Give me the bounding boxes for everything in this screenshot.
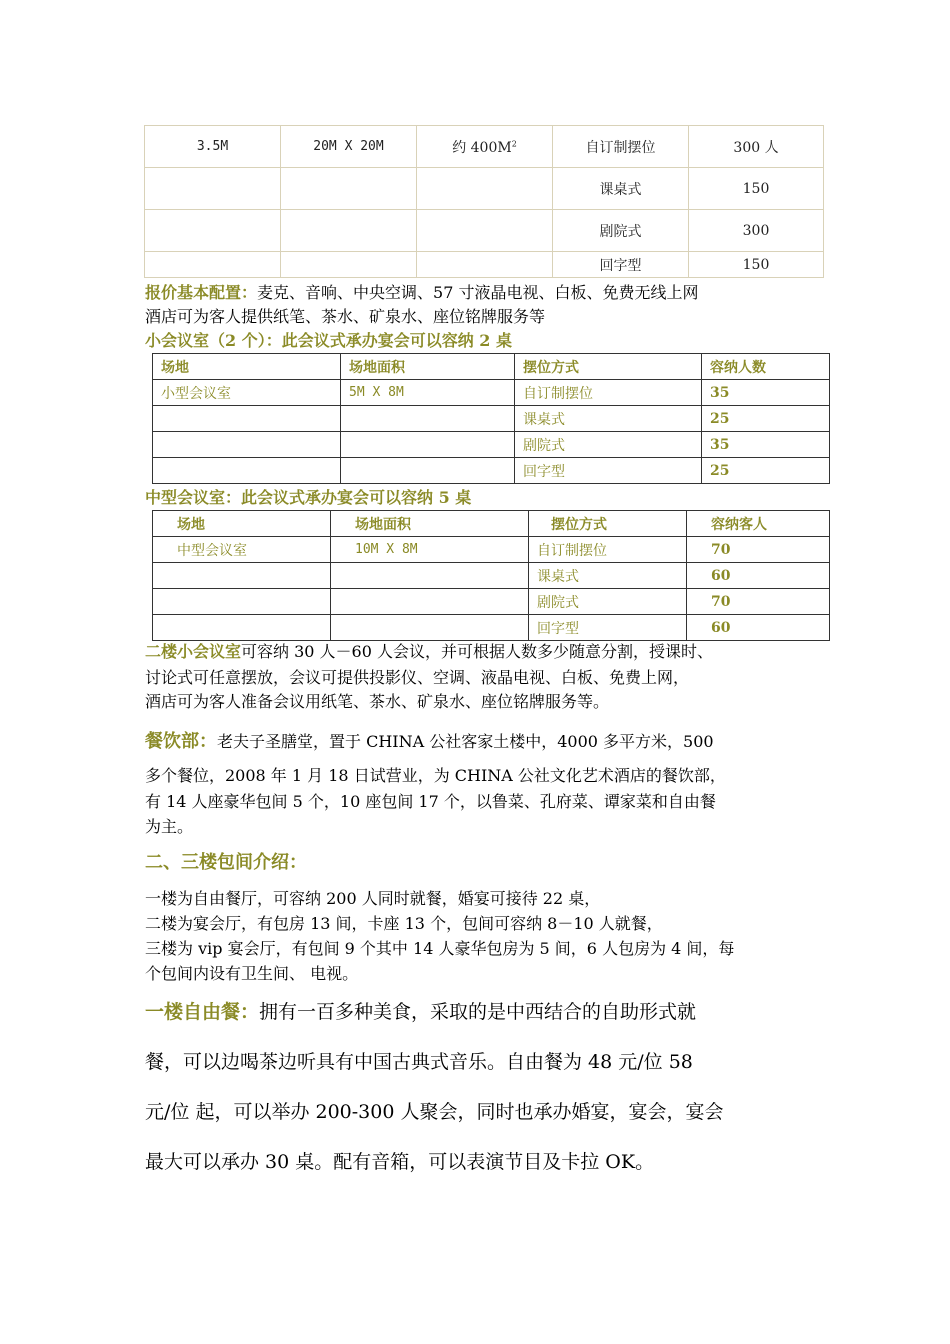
config-text: 麦克、音响、中央空调、57 寸液晶电视、白板、免费无线上网 (257, 283, 699, 302)
table-cell (145, 210, 281, 252)
table-cell: 自订制摆位 (553, 126, 689, 168)
rooms-line-4: 个包间内设有卫生间、 电视。 (145, 964, 359, 983)
capacity-cell: 60 (687, 615, 830, 641)
second-floor-line-3: 酒店可为客人准备会议用纸笔、茶水、矿泉水、座位铭牌服务等。 (145, 692, 610, 711)
table-cell: 回字型 (553, 252, 689, 278)
dining-line-3: 有 14 人座豪华包间 5 个，10 座包间 17 个，以鲁菜、孔府菜、谭家菜和自由餐 (145, 792, 716, 811)
buffet-line-4: 最大可以承办 30 桌。配有音箱，可以表演节目及卡拉 OK。 (145, 1151, 655, 1173)
table-row (153, 406, 830, 432)
table-row (153, 458, 830, 484)
table-row (153, 615, 830, 641)
table-cell (153, 589, 331, 615)
layout-cell: 回字型 (529, 615, 687, 641)
table-cell (341, 406, 515, 432)
rooms-line-1: 一楼为自由餐厅，可容纳 200 人同时就餐，婚宴可接待 22 桌， (145, 889, 601, 908)
header-cell: 场地面积 (331, 511, 529, 537)
capacity-cell: 35 (702, 380, 830, 406)
header-cell: 容纳人数 (702, 354, 830, 380)
capacity-cell: 35 (702, 432, 830, 458)
room-name-cell: 中型会议室 (153, 537, 331, 563)
buffet-label: 一楼自由餐： (145, 1001, 260, 1023)
table-cell: 课桌式 (553, 168, 689, 210)
config-label: 报价基本配置： (145, 283, 258, 302)
table-cell: 150 (689, 168, 824, 210)
table-row (153, 563, 830, 589)
table-cell (341, 458, 515, 484)
table-row (145, 168, 824, 210)
config-paragraph (145, 281, 698, 305)
rooms-heading-line (145, 851, 307, 875)
dining-line-4: 为主。 (145, 817, 194, 836)
second-floor-paragraph (145, 640, 713, 664)
header-cell: 场地 (153, 354, 341, 380)
table-cell (417, 126, 553, 168)
table-header-row (153, 354, 830, 380)
header-cell: 容纳客人 (687, 511, 830, 537)
table-cell (153, 458, 341, 484)
area-value: 约 400M (452, 139, 512, 156)
second-floor-label: 二楼小会议室 (145, 642, 242, 661)
config-line-2: 酒店可为客人提供纸笔、茶水、矿泉水、座位铭牌服务等 (145, 307, 546, 326)
small-room-heading: 小会议室（2 个）：此会议式承办宴会可以容纳 2 桌 (145, 331, 512, 350)
table-row (153, 432, 830, 458)
medium-room-heading: 中型会议室：此会议式承办宴会可以容纳 5 桌 (145, 488, 472, 507)
large-hall-table (144, 125, 824, 278)
table-cell (331, 589, 529, 615)
buffet-paragraph (145, 1000, 696, 1024)
room-area-cell: 10M X 8M (331, 537, 529, 563)
table-cell (281, 210, 417, 252)
room-area-cell: 5M X 8M (341, 380, 515, 406)
second-floor-text: 可容纳 30 人－60 人会议，并可根据人数多少随意分割，授课时、 (241, 642, 713, 661)
medium-room-table (152, 510, 830, 641)
table-cell (153, 406, 341, 432)
layout-cell: 回字型 (515, 458, 702, 484)
table-cell (153, 563, 331, 589)
table-cell (145, 252, 281, 278)
table-cell (417, 210, 553, 252)
rooms-heading: 二、三楼包间介绍： (145, 852, 307, 873)
table-row (153, 537, 830, 563)
dining-paragraph (145, 730, 714, 754)
small-room-table (152, 353, 830, 484)
table-cell: 3.5M (145, 126, 281, 168)
table-cell: 300 (689, 210, 824, 252)
buffet-text: 拥有一百多种美食，采取的是中西结合的自助形式就 (259, 1001, 697, 1023)
table-cell: 150 (689, 252, 824, 278)
header-cell: 场地面积 (341, 354, 515, 380)
capacity-cell: 70 (687, 589, 830, 615)
dining-line-2: 多个餐位，2008 年 1 月 18 日试营业，为 CHINA 公社文化艺术酒店的餐饮部， (145, 766, 726, 785)
rooms-line-3: 三楼为 vip 宴会厅，有包间 9 个其中 14 人豪华包房为 5 间，6 人包房为 4 间，每 (145, 939, 735, 958)
room-name-cell: 小型会议室 (153, 380, 341, 406)
layout-cell: 自订制摆位 (515, 380, 702, 406)
table-cell: 剧院式 (553, 210, 689, 252)
table-cell: 300 人 (689, 126, 824, 168)
table-cell (145, 168, 281, 210)
table-row (145, 126, 824, 168)
superscript: 2 (511, 138, 517, 148)
capacity-cell: 60 (687, 563, 830, 589)
table-cell (417, 252, 553, 278)
header-cell: 摆位方式 (529, 511, 687, 537)
second-floor-line-2: 讨论式可任意摆放，会议可提供投影仪、空调、液晶电视、白板、免费上网， (145, 668, 690, 687)
table-cell (281, 252, 417, 278)
table-header-row (153, 511, 830, 537)
rooms-line-2: 二楼为宴会厅，有包房 13 间，卡座 13 个，包间可容纳 8－10 人就餐， (145, 914, 663, 933)
table-cell (417, 168, 553, 210)
table-cell (331, 615, 529, 641)
layout-cell: 剧院式 (515, 432, 702, 458)
capacity-cell: 25 (702, 458, 830, 484)
table-row (153, 589, 830, 615)
buffet-line-2: 餐，可以边喝茶边听具有中国古典式音乐。自由餐为 48 元/位 58 (145, 1051, 693, 1073)
table-cell (341, 432, 515, 458)
capacity-cell: 25 (702, 406, 830, 432)
layout-cell: 课桌式 (515, 406, 702, 432)
table-cell (153, 615, 331, 641)
table-row (145, 210, 824, 252)
table-cell: 20M X 20M (281, 126, 417, 168)
table-cell (331, 563, 529, 589)
table-cell (153, 432, 341, 458)
header-cell: 场地 (153, 511, 331, 537)
layout-cell: 自订制摆位 (529, 537, 687, 563)
table-row (145, 252, 824, 278)
buffet-line-3: 元/位 起，可以举办 200-300 人聚会，同时也承办婚宴，宴会，宴会 (145, 1101, 724, 1123)
header-cell: 摆位方式 (515, 354, 702, 380)
dining-label: 餐饮部： (145, 731, 217, 752)
capacity-cell: 70 (687, 537, 830, 563)
table-cell (281, 168, 417, 210)
table-row (153, 380, 830, 406)
layout-cell: 课桌式 (529, 563, 687, 589)
layout-cell: 剧院式 (529, 589, 687, 615)
dining-text: 老夫子圣膳堂，置于 CHINA 公社客家土楼中，4000 多平方米，500 (217, 732, 714, 751)
